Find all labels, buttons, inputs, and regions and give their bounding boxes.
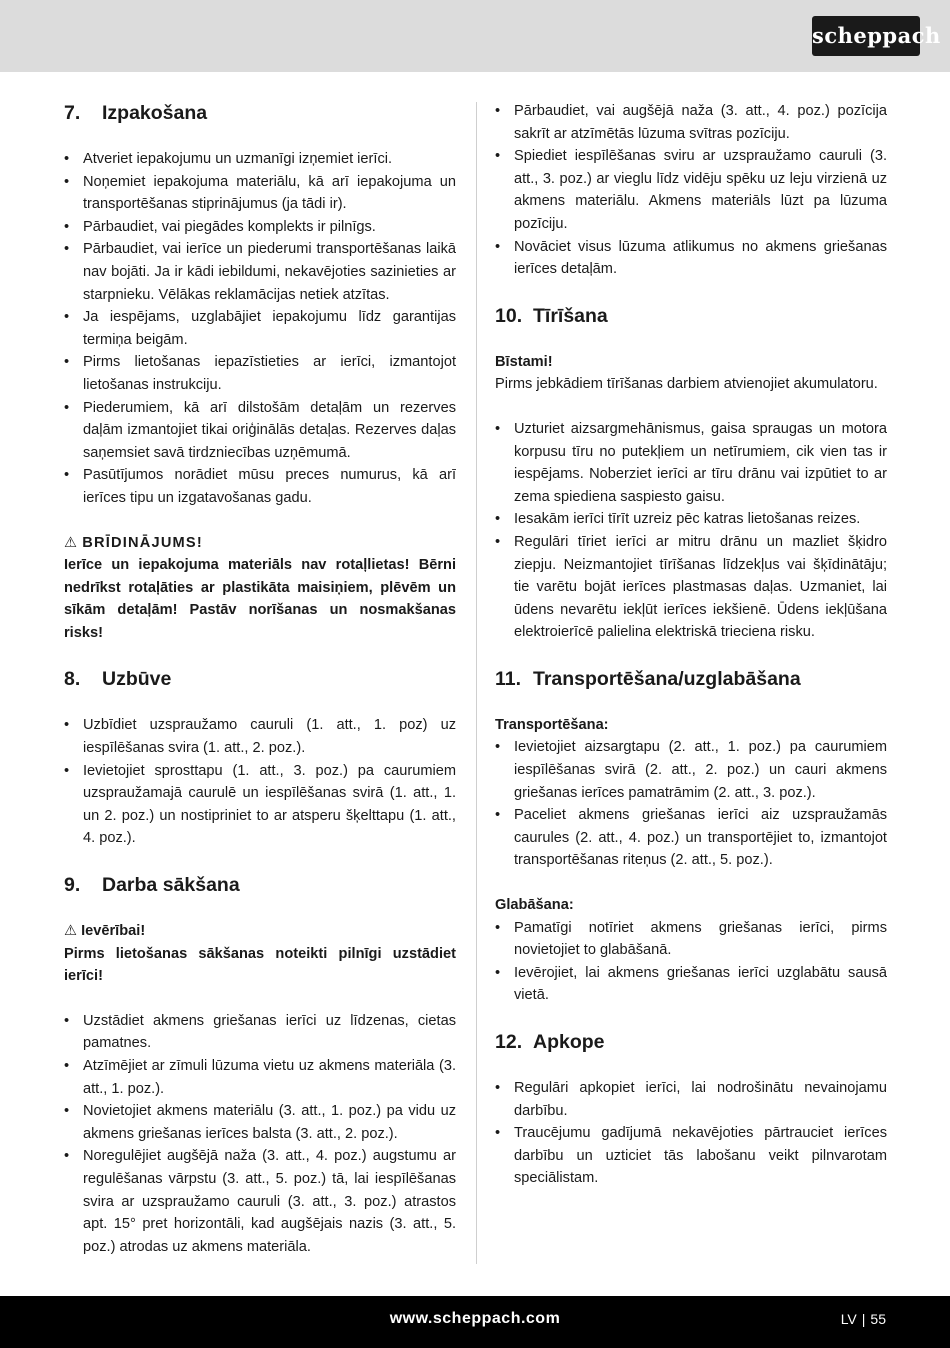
website-link[interactable]: www.scheppach.com bbox=[389, 1310, 561, 1327]
list-item: • Regulāri apkopiet ierīci, lai nodrošinātu nevainojamu darbību. bbox=[495, 1077, 887, 1122]
list-item: • Noregulējiet augšējā naža (3. att., 4. poz.) augstumu ar regulēšanas vārpstu (3. att., 5. poz.) tā, lai iespīlēšanas svira ar uzspraužamo cauruli (3. att., 3. poz.) atrastos apt. 15° pret horizontāli, kad augšējais nazis (3. att., 5. poz.) atrodas uz akmens materiāla. bbox=[64, 1145, 456, 1258]
warning-triangle-icon: ⚠ bbox=[64, 923, 78, 940]
section-12-list bbox=[495, 1077, 887, 1190]
right-column bbox=[495, 100, 887, 1190]
list-item: • Pārbaudiet, vai augšējā naža (3. att., 4. poz.) pozīcija sakrīt ar atzīmētās lūzuma svītras pozīciju. bbox=[495, 100, 887, 145]
list-item: • Pasūtījumos norādiet mūsu preces numurus, kā arī ierīces tipu un izgatavošanas gadu. bbox=[64, 464, 456, 509]
list-item: • Piederumiem, kā arī dilstošām detaļām un rezerves daļām izmantojiet tikai oriģinālās detaļas. Rezerves daļas saņemsiet savā tirdzniecības uzņēmumā. bbox=[64, 397, 456, 465]
list-item: • Atveriet iepakojumu un uzmanīgi izņemiet ierīci. bbox=[64, 148, 456, 171]
section-12-heading: 12. Apkope bbox=[495, 1031, 605, 1053]
list-item: • Traucējumu gadījumā nekavējoties pārtrauciet ierīces darbību un uzticiet tās labošanu veikt pilnvarotam speciālistam. bbox=[495, 1122, 887, 1190]
list-item: • Ievietojiet aizsargtapu (2. att., 1. poz.) pa caurumiem iespīlēšanas svirā (2. att., 2. poz.) un cauri akmens griešanas ierīces pamatrāmim (2. att., 3. poz.). bbox=[495, 736, 887, 804]
section-10-list bbox=[495, 418, 887, 644]
list-item: • Pārbaudiet, vai ierīce un piederumi transportēšanas laikā nav bojāti. Ja ir kādi iebildumi, nekavējoties sazinieties ar starpnieku. Vēlākas reklamācijas netiek atzītas. bbox=[64, 238, 456, 306]
attention-text: Pirms lietošanas sākšanas noteikti pilnīgi uzstādiet ierīci! bbox=[64, 945, 456, 985]
header-bar bbox=[0, 0, 950, 72]
danger-text: Pirms jebkādiem tīrīšanas darbiem atvienojiet akumulatoru. bbox=[495, 376, 878, 393]
list-item: • Uzturiet aizsargmehānismus, gaisa spraugas un motora korpusu tīru no putekļiem un netīrumiem, cik vien tas ir iespējams. Noberziet ierīci ar tīru drānu vai izpūtiet to ar zema spiediena saspiesto gaisu. bbox=[495, 418, 887, 508]
section-8-list bbox=[64, 714, 456, 850]
scheppach-logo: scheppach bbox=[812, 16, 920, 56]
storage-list bbox=[495, 917, 887, 1007]
column-divider bbox=[476, 102, 477, 1264]
list-item: • Spiediet iespīlēšanas sviru ar uzspraužamo cauruli (3. att., 3. poz.) ar vieglu līdz vidēju spēku uz leju virzienā uz akmens materiālu. Akmens materiāls lūzt pa lūzuma pozīciju. bbox=[495, 145, 887, 235]
list-item: • Ievietojiet sprosttapu (1. att., 3. poz.) pa caurumiem uzspraužamajā caurulē un iespīlēšanas svirā (1. att., 1. un 2. poz.) un nostipriniet to ar atsperu šķelttapu (1. att., 4. poz.). bbox=[64, 760, 456, 850]
transport-subheading: Transportēšana: bbox=[495, 716, 609, 733]
section-9-list-continued bbox=[495, 100, 887, 281]
danger-title: Bīstami! bbox=[495, 353, 553, 370]
storage-subheading: Glabāšana: bbox=[495, 897, 574, 914]
list-item: • Pamatīgi notīriet akmens griešanas ierīci, pirms novietojiet to glabāšanā. bbox=[495, 917, 887, 962]
section-7-heading: 7. Izpakošana bbox=[64, 102, 208, 124]
footer-bar bbox=[0, 1296, 950, 1348]
list-item: • Novietojiet akmens materiālu (3. att., 1. poz.) pa vidu uz akmens griešanas ierīces balsta (3. att., 2. poz.). bbox=[64, 1100, 456, 1145]
list-item: • Pirms lietošanas iepazīstieties ar ierīci, izmantojot lietošanas instrukciju. bbox=[64, 351, 456, 396]
list-item: • Iesakām ierīci tīrīt uzreiz pēc katras lietošanas reizes. bbox=[495, 508, 887, 531]
warning-title: ⚠ BRĪDINĀJUMS! bbox=[64, 532, 456, 555]
list-item: • Pārbaudiet, vai piegādes komplekts ir pilnīgs. bbox=[64, 216, 456, 239]
page-number: 55 bbox=[870, 1311, 886, 1327]
list-item: • Uzbīdiet uzspraužamo cauruli (1. att., 1. poz) uz iespīlēšanas svira (1. att., 2. poz.). bbox=[64, 714, 456, 759]
left-column bbox=[64, 100, 456, 1258]
page-indicator: LV | 55 bbox=[840, 1311, 886, 1327]
list-item: • Paceliet akmens griešanas ierīci aiz uzspraužamās caurules (2. att., 4. poz.) un transportējiet to, izmantojot transportēšanas riteņus (2. att., 5. poz.). bbox=[495, 804, 887, 872]
list-item: • Uzstādiet akmens griešanas ierīci uz līdzenas, cietas pamatnes. bbox=[64, 1010, 456, 1055]
section-7-list bbox=[64, 148, 456, 510]
list-item: • Atzīmējiet ar zīmuli lūzuma vietu uz akmens materiāla (3. att., 1. poz.). bbox=[64, 1055, 456, 1100]
attention-title: ⚠ Ievērībai! bbox=[64, 920, 456, 943]
section-8-heading: 8. Uzbūve bbox=[64, 668, 172, 691]
section-9-list bbox=[64, 1010, 456, 1259]
section-9-heading: 9. Darba sākšana bbox=[64, 874, 240, 897]
list-item: • Ievērojiet, lai akmens griešanas ierīci uzglabātu sausā vietā. bbox=[495, 962, 887, 1007]
language-code: LV bbox=[840, 1311, 857, 1327]
list-item: • Novāciet visus lūzuma atlikumus no akmens griešanas ierīces detaļām. bbox=[495, 236, 887, 281]
transport-list bbox=[495, 736, 887, 872]
section-11-heading: 11. Transportēšana/uzglabāšana bbox=[495, 667, 801, 690]
warning-triangle-icon: ⚠ bbox=[64, 534, 79, 551]
list-item: • Ja iespējams, uzglabājiet iepakojumu līdz garantijas termiņa beigām. bbox=[64, 306, 456, 351]
warning-text: Ierīce un iepakojuma materiāls nav rotaļlietas! Bērni nedrīkst rotaļāties ar plastikāta maisiņiem, plēvēm un sīkām detaļām! Pastāv norīšanas un nosmakšanas risks! bbox=[64, 557, 456, 641]
list-item: • Regulāri tīriet ierīci ar mitru drānu un mazliet šķidro ziepju. Neizmantojiet tīrīšanas līdzekļus vai šķīdinātāju; tie varētu bojāt ierīces plastmasas daļas. Uzmaniet, lai ūdens nevarētu iekļūt ierīces iekšienē. Ūdens iekļūšana elektroierīcē palielina elektriskā trieciena risku. bbox=[495, 531, 887, 644]
section-10-heading: 10. Tīrīšana bbox=[495, 304, 608, 327]
list-item: • Noņemiet iepakojuma materiālu, kā arī iepakojuma un transportēšanas stiprinājumus (ja tādi ir). bbox=[64, 171, 456, 216]
